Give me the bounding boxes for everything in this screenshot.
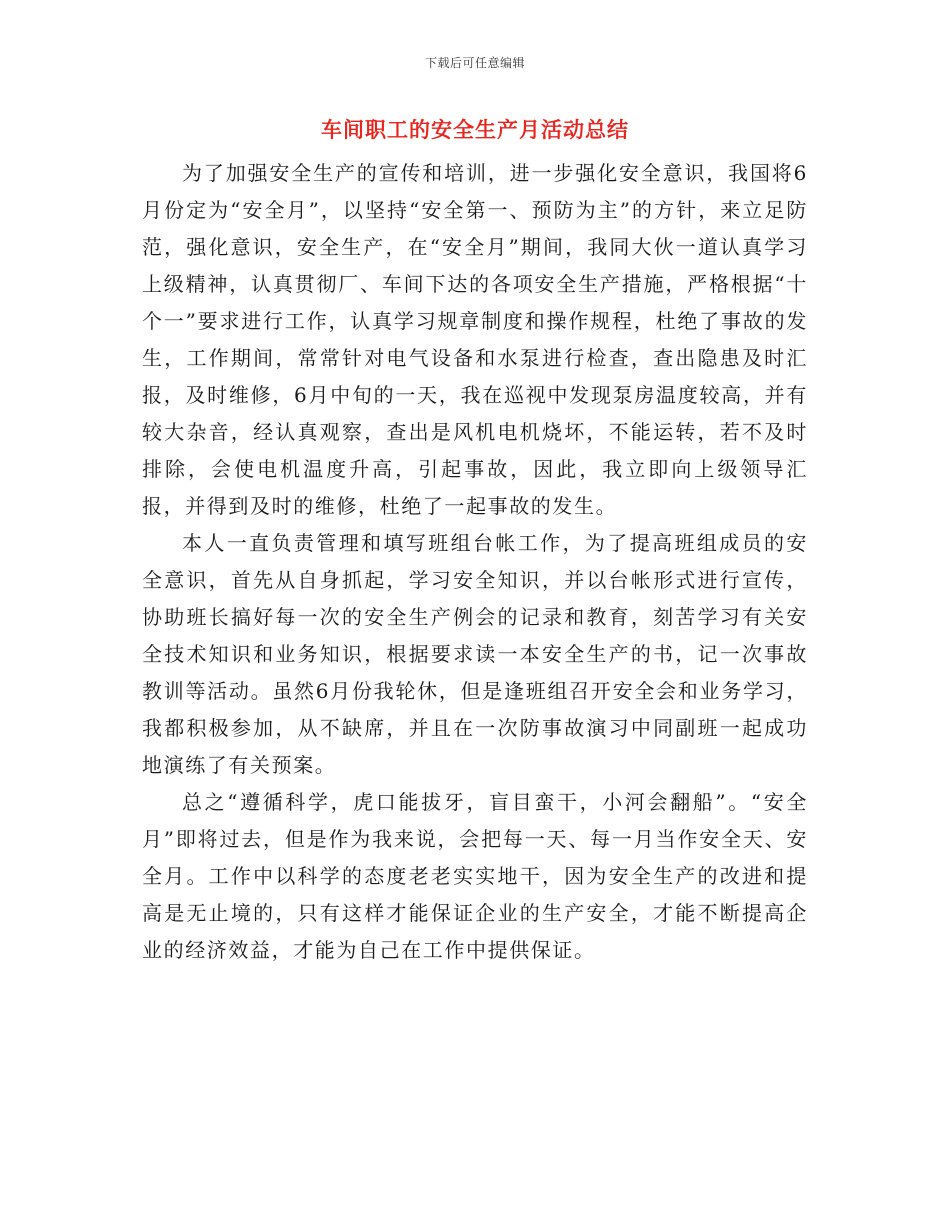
document-title: 车间职工的安全生产月活动总结 bbox=[321, 117, 629, 142]
document-body bbox=[142, 155, 808, 969]
header-note: 下载后可任意编辑 bbox=[424, 56, 525, 70]
paragraph-1: 为了加强安全生产的宣传和培训，进一步强化安全意识，我国将6月份定为“安全月”，以坚持“安全第一、预防为主”的方针，来立足防范，强化意识，安全生产，在“安全月”期间，我同大伙一道认真学习上级精神，认真贯彻厂、车间下达的各项安全生产措施，严格根据“十个一”要求进行工作，认真学习规章制度和操作规程，杜绝了事故的发生，工作期间，常常针对电气设备和水泵进行检查，查出隐患及时汇报，及时维修，6月中旬的一天，我在巡视中发现泵房温度较高，并有较大杂音，经认真观察，查出是风机电机烧坏，不能运转，若不及时排除，会使电机温度升高，引起事故，因此，我立即向上级领导汇报，并得到及时的维修，杜绝了一起事故的发生。 bbox=[142, 161, 808, 518]
paragraph-3: 总之“遵循科学，虎口能拔牙，盲目蛮干，小河会翻船”。“安全月”即将过去，但是作为我来说，会把每一天、每一月当作安全天、安全月。工作中以科学的态度老老实实地干，因为安全生产的改进和提高是无止境的，只有这样才能保证企业的生产安全，才能不断提高企业的经济效益，才能为自己在工作中提供保证。 bbox=[142, 790, 808, 962]
paragraph-2: 本人一直负责管理和填写班组台帐工作，为了提高班组成员的安全意识，首先从自身抓起，学习安全知识，并以台帐形式进行宣传，协助班长搞好每一次的安全生产例会的记录和教育，刻苦学习有关安全技术知识和业务知识，根据要求读一本安全生产的书，记一次事故教训等活动。虽然6月份我轮休，但是逢班组召开安全会和业务学习，我都积极参加，从不缺席，并且在一次防事故演习中同副班一起成功地演练了有关预案。 bbox=[142, 531, 808, 777]
